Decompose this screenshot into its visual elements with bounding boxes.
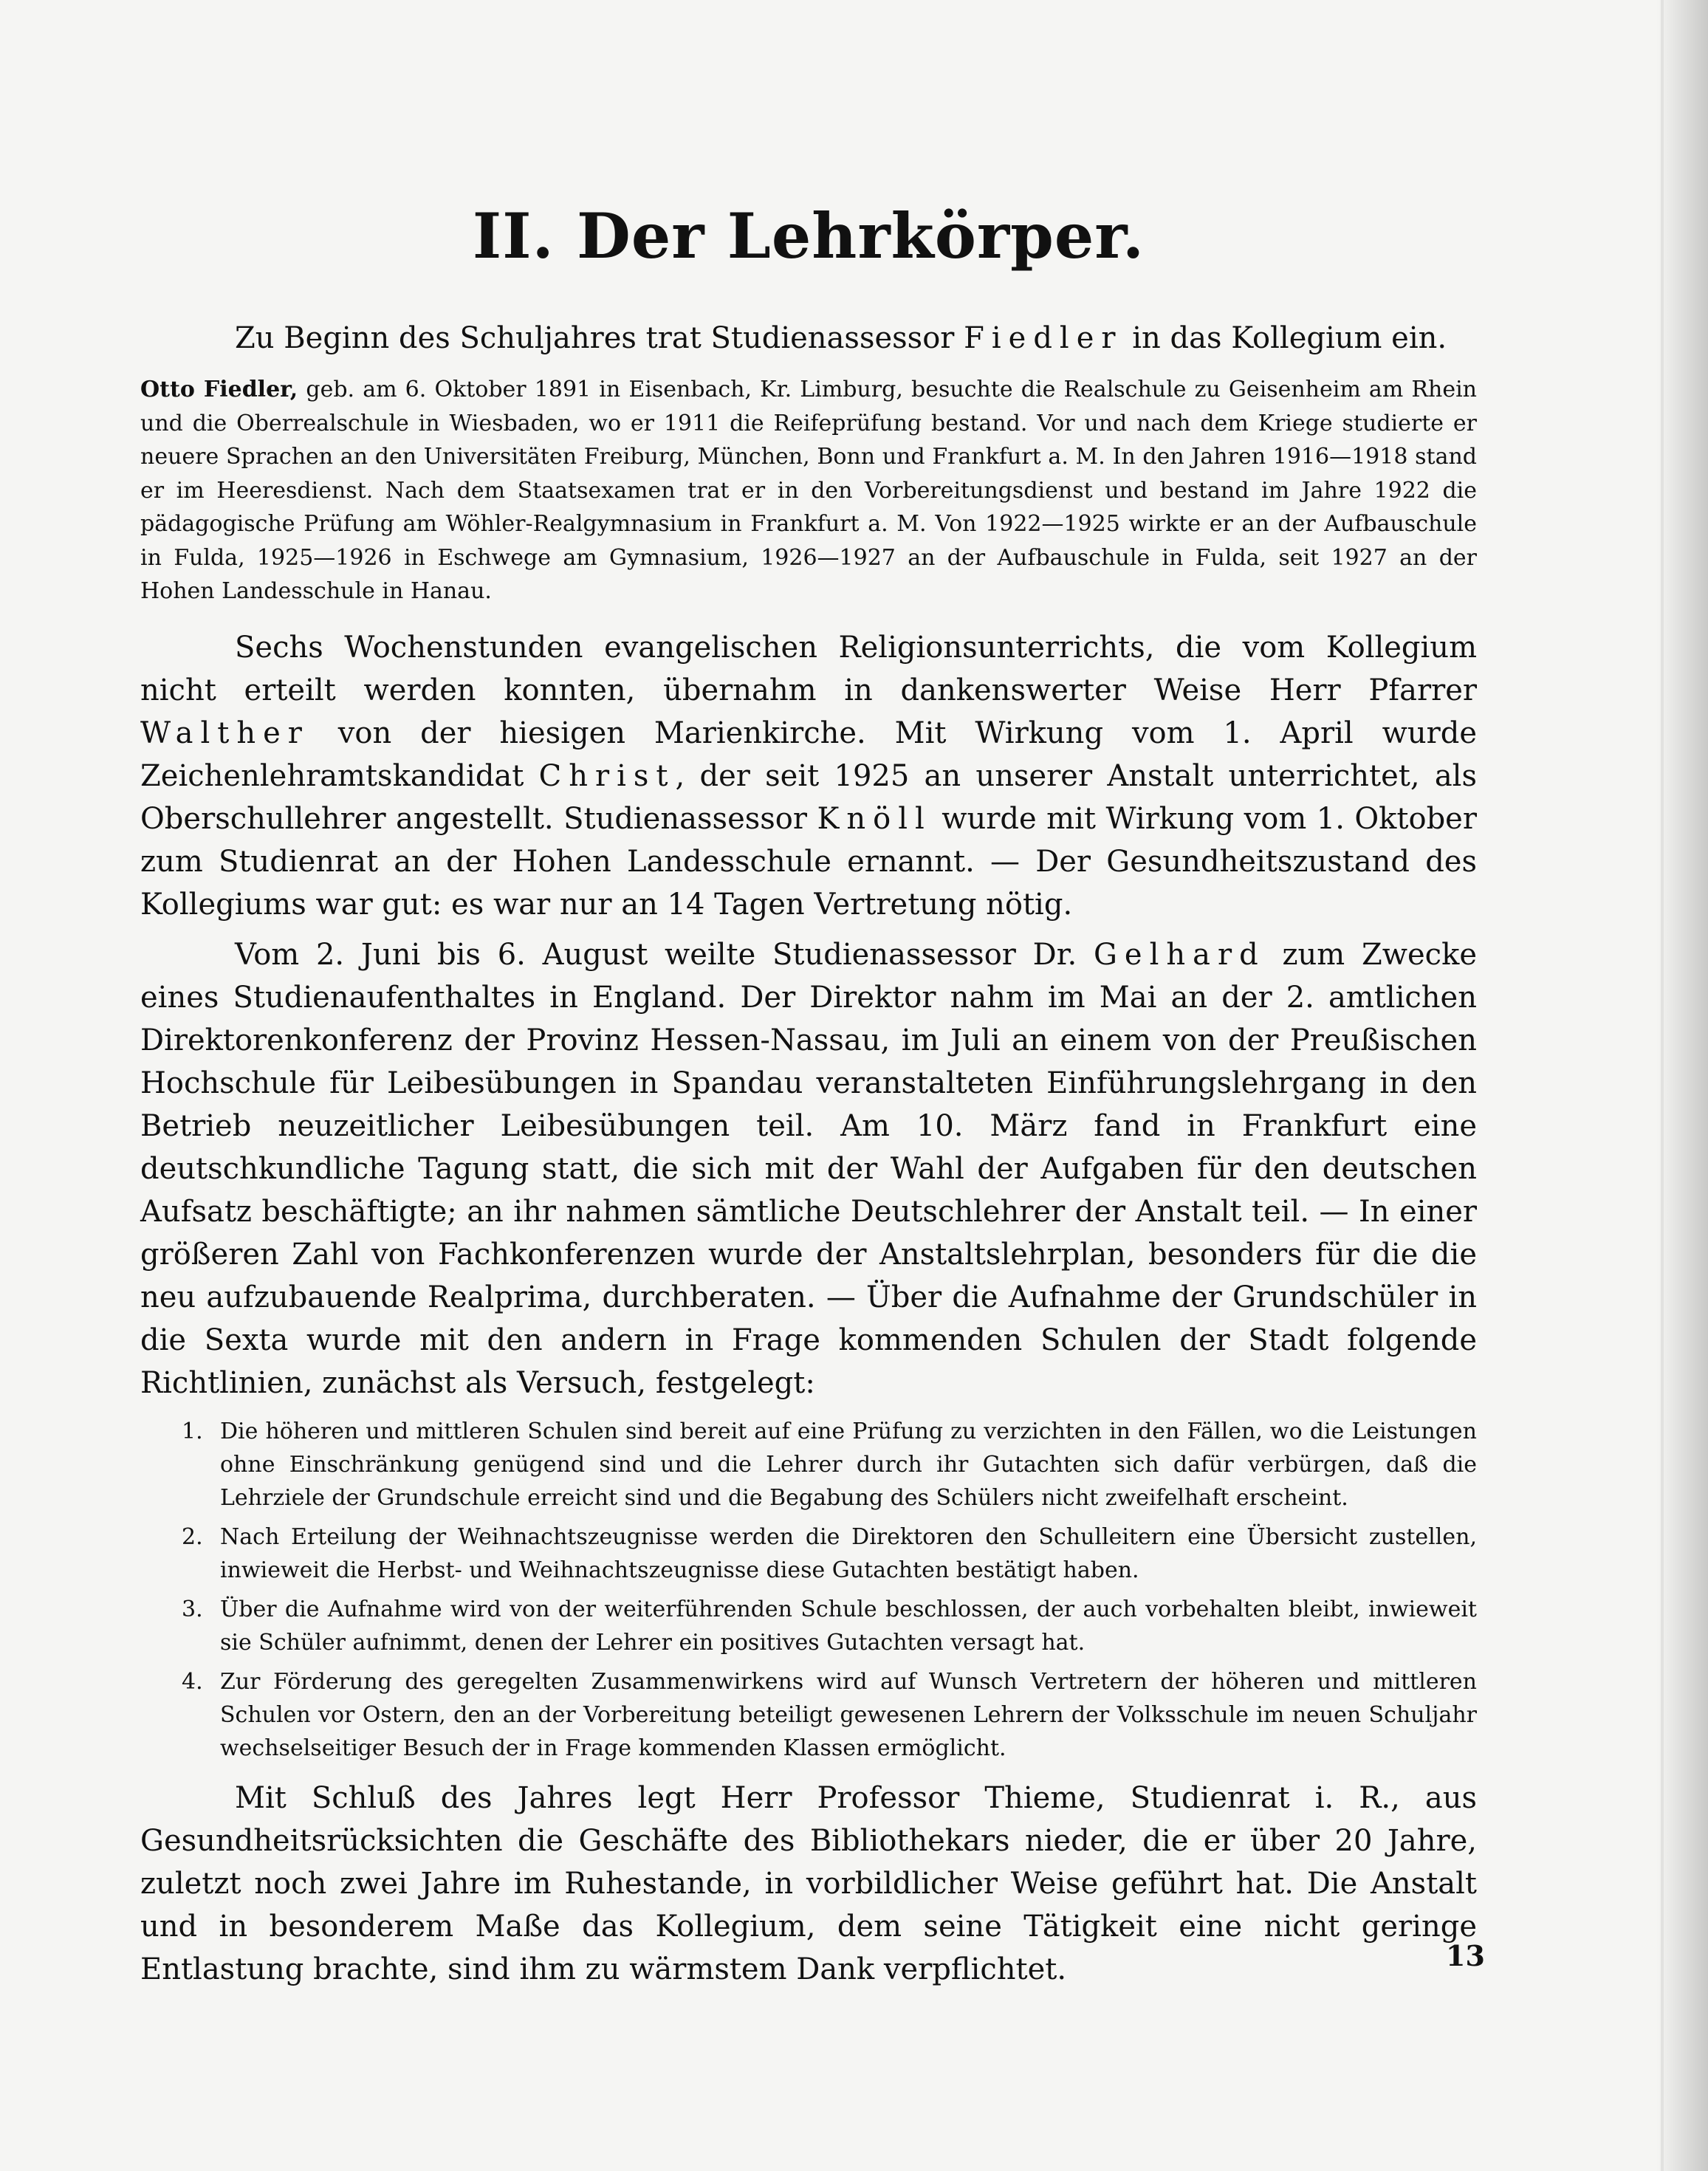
lead-text-before: Zu Beginn des Schuljahres trat Studienassessor (235, 321, 964, 355)
name-knoell: Knöll (817, 801, 932, 836)
guideline-number: 2. (182, 1523, 203, 1550)
guideline-number: 4. (182, 1668, 203, 1695)
page-number: 13 (1446, 1939, 1485, 1972)
name-walther: Walther (140, 716, 309, 750)
guidelines-list (140, 1415, 1477, 1765)
guideline-number: 1. (182, 1418, 203, 1444)
page-shadow (1656, 0, 1708, 2171)
guideline-item (182, 1520, 1477, 1587)
paragraph-librarian: Mit Schluß des Jahres legt Herr Professor Thieme, Studienrat i. R., aus Gesundheitsrücksichten die Geschäfte des Bibliothekars nieder, die er über 20 Jahre, zuletzt noch zwei Jahre im Ruhestande, in vorbildlicher Weise geführt hat. Die Anstalt und in besonderem Maße das Kollegium, dem seine Tätigkeit eine nicht geringe Entlastung brachte, sind ihm zu wärmstem Dank verpflichtet. (140, 1780, 1477, 1986)
biography-text: geb. am 6. Oktober 1891 in Eisenbach, Kr. Limburg, besuchte die Realschule zu Geisenheim am Rhein und die Oberrealschule in Wiesbaden, wo er 1911 die Reifeprüfung bestand. Vor und nach dem Kriege studierte er neuere Sprachen an den Universitäten Freiburg, München, Bonn und Frankfurt a. M. In den Jahren 1916—1918 stand er im Heeresdienst. Nach dem Staatsexamen trat er in den Vorbereitungsdienst und bestand im Jahre 1922 die pädagogische Prüfung am Wöhler-Realgymnasium in Frankfurt a. M. Von 1922—1925 wirkte er an der Aufbauschule in Fulda, 1925—1926 in Eschwege am Gymnasium, 1926—1927 an der Aufbauschule in Fulda, seit 1927 an der Hohen Landesschule in Hanau. (140, 377, 1477, 604)
paragraph-text: wurde mit Wirkung vom 1. Oktober zum Studienrat an der Hohen Landesschule ernannt. — Der Gesundheitszustand des Kollegiums war gut: es war nur an 14 Tagen Vertretung nötig. (140, 801, 1477, 922)
guideline-item (182, 1415, 1477, 1515)
lead-text-after: in das Kollegium ein. (1122, 321, 1447, 355)
guideline-text: Über die Aufnahme wird von der weiterführenden Schule beschlossen, der auch vorbehalten bleibt, inwieweit sie Schüler aufnimmt, denen der Lehrer ein positives Gutachten versagt hat. (220, 1596, 1477, 1656)
page-content (140, 199, 1477, 1998)
biography-name: Otto Fiedler, (140, 377, 298, 402)
name-gelhard: Gelhard (1093, 937, 1266, 972)
paragraph-text: Vom 2. Juni bis 6. August weilte Studienassessor Dr. (235, 937, 1094, 972)
paragraph-conferences (140, 933, 1477, 1405)
guideline-item (182, 1593, 1477, 1659)
paragraph-text: Sechs Wochenstunden evangelischen Religionsunterrichts, die vom Kollegium nicht erteilt werden konnten, übernahm in dankenswerter Weise Herr Pfarrer (140, 630, 1477, 707)
name-christ: Christ (538, 758, 676, 793)
lead-name: Fiedler (964, 321, 1123, 355)
paragraph-text: von der hiesigen Marienkirche. Mit Wirkung vom 1. April wurde Zeichenlehramtskandidat (140, 716, 1477, 793)
paragraph-text: zum Zwecke eines Studienaufenthaltes in England. Der Direktor nahm im Mai an der 2. amtlichen Direktorenkonferenz der Provinz Hessen-Nassau, im Juli an einem von der Preußischen Hochschule für Leibesübungen in Spandau veranstalteten Einführungslehrgang in den Betrieb neuzeitlicher Leibesübungen teil. Am 10. März fand in Frankfurt eine deutschkundliche Tagung statt, die sich mit der Wahl der Aufgaben für den deutschen Aufsatz beschäftigte; an ihr nahmen sämtliche Deutschlehrer der Anstalt teil. — In einer größeren Zahl von Fachkonferenzen wurde der Anstaltslehrplan, besonders für die die neu aufzubauende Realprima, durchberaten. — Über die Aufnahme der Grundschüler in die Sexta wurde mit den andern in Frage kommenden Schulen der Stadt folgende Richtlinien, zunächst als Versuch, festgelegt: (140, 937, 1477, 1400)
guideline-text: Zur Förderung des geregelten Zusammenwirkens wird auf Wunsch Vertretern der höheren und mittleren Schulen vor Ostern, den an der Vorbereitung beteiligt gewesenen Lehrern der Volksschule im neuen Schuljahr wechselseitiger Besuch der in Frage kommenden Klassen ermöglicht. (220, 1668, 1477, 1761)
paragraph-text: , der seit 1925 an unserer Anstalt unterrichtet, als Oberschullehrer angestellt. Studienassessor (140, 758, 1477, 836)
section-heading: II. Der Lehrkörper. (472, 199, 1145, 272)
guideline-number: 3. (182, 1596, 203, 1622)
lead-sentence (140, 317, 1477, 360)
guideline-item (182, 1665, 1477, 1765)
guideline-text: Nach Erteilung der Weihnachtszeugnisse werden die Direktoren den Schulleitern eine Übersicht zustellen, inwieweit die Herbst- und Weihnachtszeugnisse diese Gutachten bestätigt haben. (220, 1523, 1477, 1583)
paragraph-staff-changes (140, 626, 1477, 926)
biography-paragraph (140, 373, 1477, 608)
guideline-text: Die höheren und mittleren Schulen sind bereit auf eine Prüfung zu verzichten in den Fällen, wo die Leistungen ohne Einschränkung genügend sind und die Lehrer durch ihr Gutachten sich dafür verbürgen, daß die Lehrziele der Grundschule erreicht sind und die Begabung des Schülers nicht zweifelhaft erscheint. (220, 1418, 1477, 1511)
